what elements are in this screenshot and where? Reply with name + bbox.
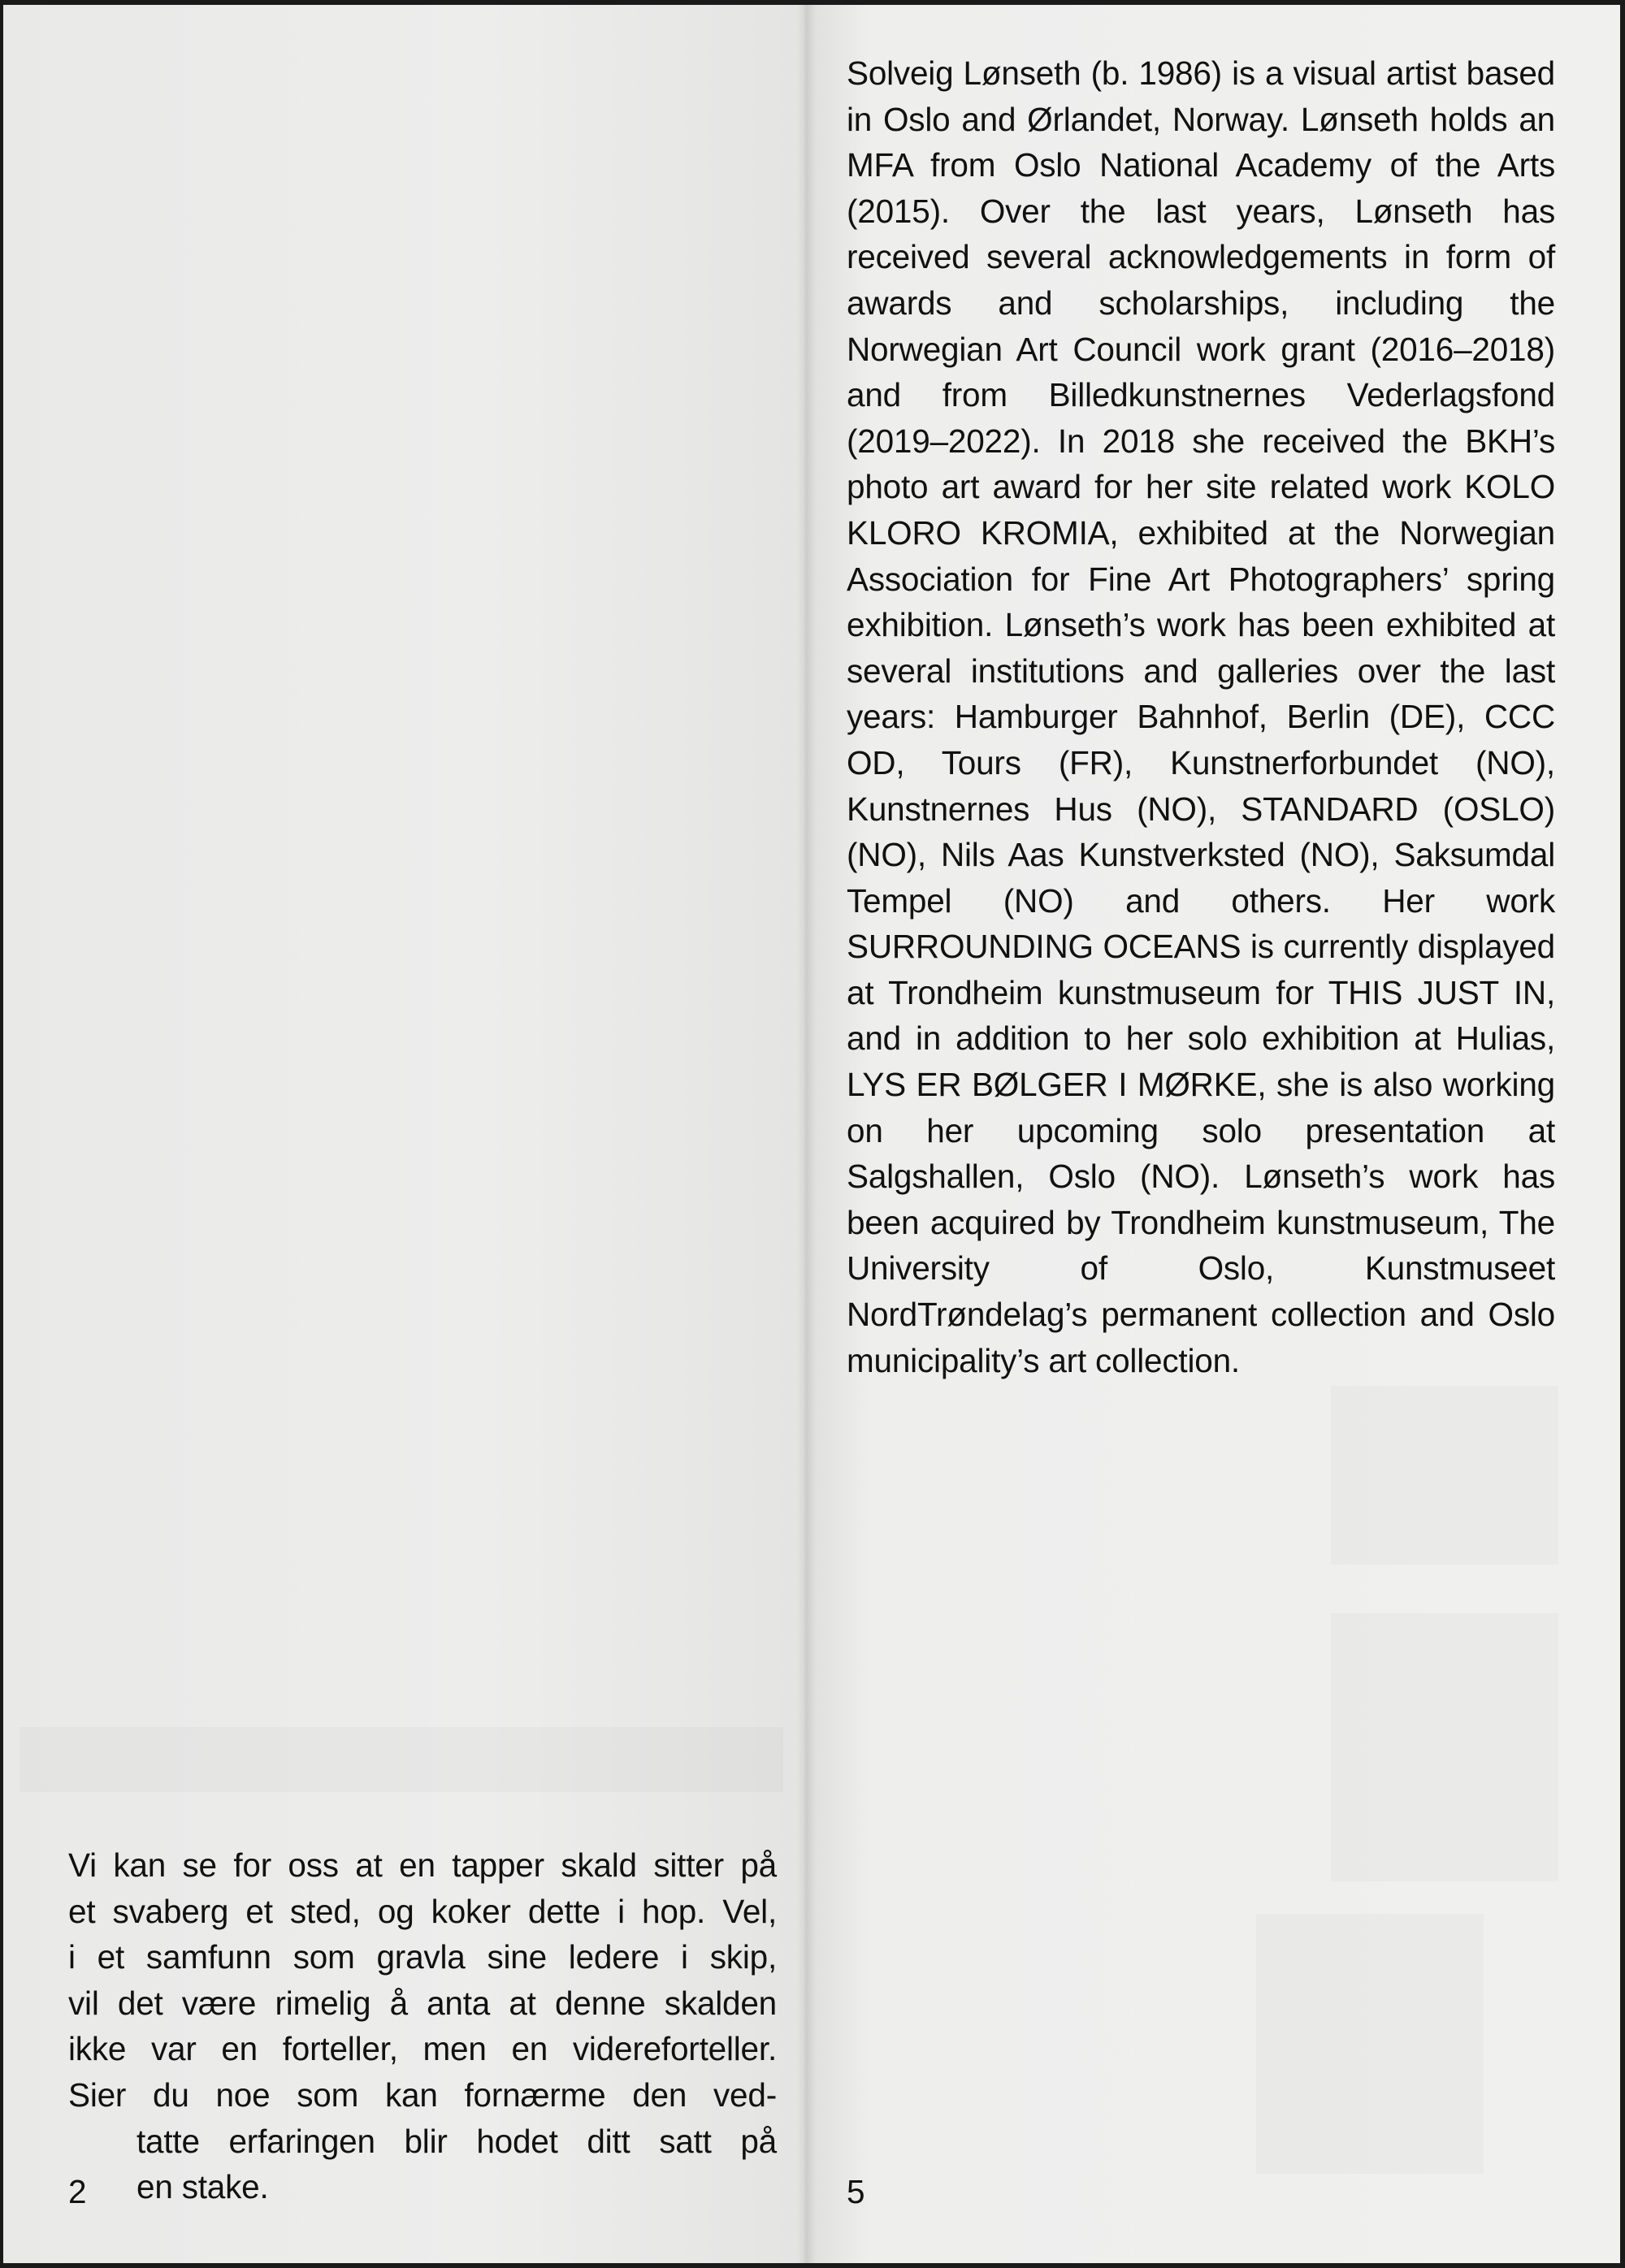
poem-line: Vi kan se for oss at en tapper skald sitter på — [68, 1846, 777, 1884]
poem-line: et svaberg et sted, og koker dette i hop. Vel, — [68, 1892, 777, 1930]
page-number-right: 5 — [847, 2173, 865, 2210]
artist-bio: Solveig Lønseth (b. 1986) is a visual artist based in Oslo and Ørlandet, Norway. Lønseth holds an MFA from Oslo National Academy of the Arts (2015). Over the last years, Lønseth has received several acknowledgements in form of awards and scholarships, including the Norwegian Art Council work grant (2016–2018) and from Billedkunstnernes Vederlagsfond (2019–2022). In 2018 she received the BKH’s photo art award for her site related work KOLO KLORO KROMIA, exhibited at the Norwegian Association for Fine Art Photographers’ spring exhibition. Lønseth’s work has been exhibited at several institutions and galleries over the last years: Hamburger Bahnhof, Berlin (DE), CCC OD, Tours (FR), Kunstnerforbundet (NO), Kunstnernes Hus (NO), STANDARD (OSLO) (NO), Nils Aas Kunstverksted (NO), Saksumdal Tempel (NO) and others. Her work SURROUNDING OCEANS is currently displayed at Trondheim kunstmuseum for THIS JUST IN, and in addition to her solo exhibition at Hulias, LYS ER BØLGER I MØRKE, she is also working on her upcoming solo presentation at Salgshallen, Oslo (NO). Lønseth’s work has been acquired by Trondheim kunstmuseum, The University of Oslo, Kunstmuseet NordTrøndelag’s permanent collection and Oslo municipality’s art collection. — [847, 54, 1555, 1379]
poem-line: Sier du noe som kan fornærme den ved- — [68, 2075, 777, 2114]
book-gutter — [796, 5, 816, 2263]
show-through-shadow — [20, 1727, 783, 1792]
poem-line: vil det være rimelig å anta at denne skalden — [68, 1984, 777, 2022]
show-through-shadow — [1331, 1613, 1558, 1881]
poem-passage — [68, 1842, 777, 2210]
poem-line: i et samfunn som gravla sine ledere i skip, — [68, 1938, 777, 1976]
poem-line-indented: tatte erfaringen blir hodet ditt satt på — [136, 2122, 777, 2160]
poem-line-last: en stake. — [136, 2168, 269, 2206]
poem-line: ikke var en forteller, men en videreforteller. — [68, 2030, 777, 2068]
show-through-shadow — [1256, 1914, 1484, 2174]
page-number-left: 2 — [68, 2173, 87, 2210]
show-through-shadow — [1331, 1386, 1558, 1565]
